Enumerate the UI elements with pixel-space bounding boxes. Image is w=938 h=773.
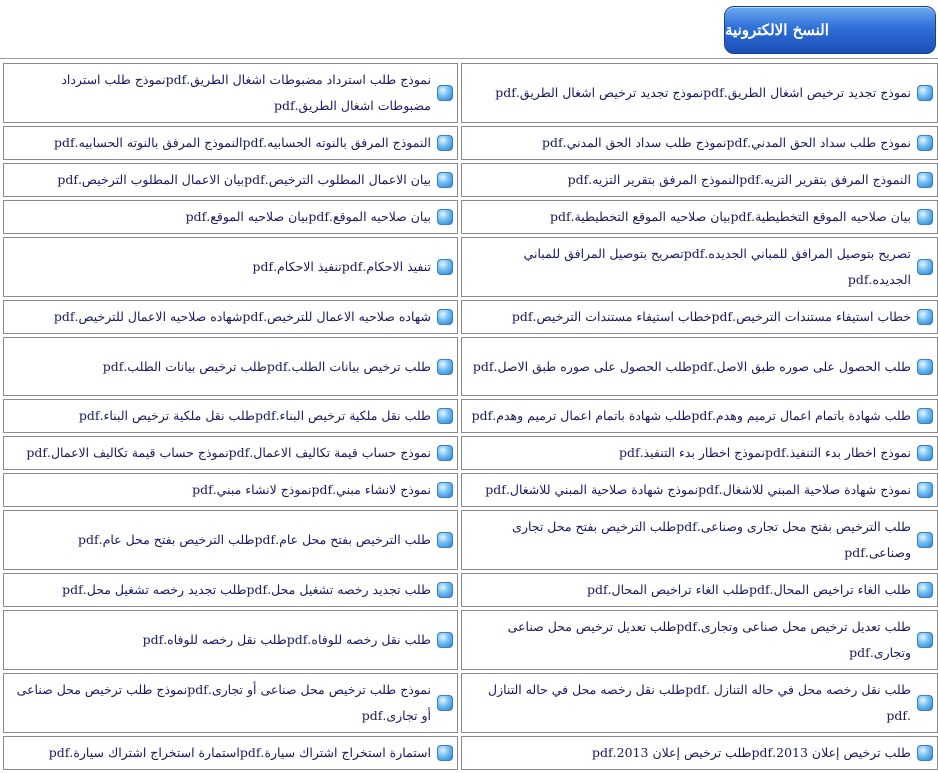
file-cell <box>461 200 938 234</box>
bullet-icon <box>437 135 453 151</box>
table-row <box>3 610 938 670</box>
bullet-icon <box>437 85 453 101</box>
bullet-icon <box>917 135 933 151</box>
file-cell <box>3 399 458 433</box>
pdf-file-link[interactable]: نموذج شهادة صلاحية المبني للاشغال.pdfنموذج شهادة صلاحية المبني للاشغال.pdf <box>485 482 911 497</box>
file-cell <box>3 337 458 396</box>
section-title-tab <box>724 6 936 54</box>
table-row <box>3 63 938 123</box>
bullet-icon <box>917 209 933 225</box>
table-row <box>3 473 938 507</box>
pdf-file-link[interactable]: طلب ترخيص بيانات الطلب.pdfطلب ترخيص بيانات الطلب.pdf <box>102 358 431 374</box>
bullet-icon <box>917 632 933 648</box>
table-row <box>3 200 938 234</box>
pdf-file-link[interactable]: نموذج تجديد ترخيص اشغال الطريق.pdfنموذج تجديد ترخيص اشغال الطريق.pdf <box>495 85 911 100</box>
pdf-file-link[interactable]: طلب تعديل ترخيص محل صناعى وتجارى.pdfطلب تعديل ترخيص محل صناعى وتجارى.pdf <box>507 619 911 660</box>
table-row <box>3 573 938 607</box>
file-cell <box>3 736 458 770</box>
bullet-icon <box>437 359 453 375</box>
pdf-file-link[interactable]: طلب نقل رخصه محل في حاله التنازل .pdfطلب نقل رخصه محل في حاله التنازل .pdf <box>488 682 911 723</box>
table-row <box>3 126 938 160</box>
pdf-file-link[interactable]: بيان صلاحيه الموقع التخطيطية.pdfبيان صلاحيه الموقع التخطيطية.pdf <box>549 209 911 224</box>
pdf-file-link[interactable]: تنفيذ الاحكام.pdfتنفيذ الاحكام.pdf <box>252 259 431 274</box>
bullet-icon <box>437 695 453 711</box>
pdf-file-link[interactable]: بيان صلاحيه الموقع.pdfبيان صلاحيه الموقع.pdf <box>185 209 431 224</box>
pdf-file-link[interactable]: نموذج اخطار بدء التنفيذ.pdfنموذج اخطار بدء التنفيذ.pdf <box>618 445 911 460</box>
bullet-icon <box>437 745 453 761</box>
file-cell <box>3 200 458 234</box>
file-cell <box>3 436 458 470</box>
file-cell <box>461 673 938 733</box>
bullet-icon <box>917 359 933 375</box>
bullet-icon <box>917 745 933 761</box>
pdf-file-link[interactable]: طلب الحصول على صوره طبق الاصل.pdfطلب الحصول على صوره طبق الاصل.pdf <box>472 358 911 374</box>
table-row <box>3 300 938 334</box>
file-cell <box>461 510 938 570</box>
pdf-file-link[interactable]: نموذج طلب سداد الحق المدني.pdfنموذج طلب سداد الحق المدني.pdf <box>542 135 911 150</box>
table-row <box>3 510 938 570</box>
bullet-icon <box>917 695 933 711</box>
file-cell <box>461 337 938 396</box>
file-cell <box>461 399 938 433</box>
table-row <box>3 399 938 433</box>
table-row <box>3 337 938 396</box>
pdf-file-link[interactable]: طلب نقل رخصه للوفاه.pdfطلب نقل رخصه للوفاه.pdf <box>142 632 431 647</box>
file-cell <box>461 473 938 507</box>
pdf-file-link[interactable]: نموذج طلب استرداد مضبوطات اشغال الطريق.pdfنموذج طلب استرداد مضبوطات اشغال الطريق.pdf <box>61 72 431 113</box>
pdf-file-link[interactable]: طلب الترخيص بفتح محل عام.pdfطلب الترخيص بفتح محل عام.pdf <box>77 532 431 547</box>
divider <box>0 58 938 59</box>
bullet-icon <box>917 482 933 498</box>
file-cell <box>3 573 458 607</box>
bullet-icon <box>917 309 933 325</box>
file-cell <box>3 300 458 334</box>
bullet-icon <box>917 172 933 188</box>
table-row <box>3 436 938 470</box>
bullet-icon <box>437 172 453 188</box>
file-cell <box>3 63 458 123</box>
file-cell <box>461 573 938 607</box>
file-cell <box>3 237 458 297</box>
pdf-file-link[interactable]: خطاب استيفاء مستندات الترخيص.pdfخطاب استيفاء مستندات الترخيص.pdf <box>511 309 911 324</box>
pdf-file-link[interactable]: تصريح بتوصيل المرافق للمباني الجديده.pdfتصريح بتوصيل المرافق للمباني الجديده.pdf <box>523 246 911 287</box>
table-row <box>3 736 938 770</box>
bullet-icon <box>437 445 453 461</box>
pdf-file-link[interactable]: نموذج لانشاء مبني.pdfنموذج لانشاء مبني.pdf <box>192 482 431 497</box>
pdf-file-link[interactable]: النموذج المرفق بتقرير التزيه.pdfالنموذج المرفق بتقرير التزيه.pdf <box>567 172 911 187</box>
bullet-icon <box>437 309 453 325</box>
pdf-file-link[interactable]: النموذج المرفق بالنوته الحسابيه.pdfالنموذج المرفق بالنوته الحسابيه.pdf <box>54 135 431 150</box>
file-cell <box>3 673 458 733</box>
pdf-file-link[interactable]: طلب الترخيص بفتح محل تجارى وصناعى.pdfطلب الترخيص بفتح محل تجارى وصناعى.pdf <box>512 519 911 560</box>
bullet-icon <box>437 408 453 424</box>
bullet-icon <box>437 632 453 648</box>
bullet-icon <box>437 532 453 548</box>
pdf-file-link[interactable]: استمارة استخراج اشتراك سيارة.pdfاستمارة استخراج اشتراك سيارة.pdf <box>48 745 431 760</box>
table-row <box>3 237 938 297</box>
bullet-icon <box>917 408 933 424</box>
file-cell <box>461 63 938 123</box>
file-cell <box>461 126 938 160</box>
file-cell <box>3 163 458 197</box>
bullet-icon <box>917 582 933 598</box>
pdf-file-link[interactable]: نموذج طلب ترخيص محل صناعى أو تجارى.pdfنموذج طلب ترخيص محل صناعى أو تجارى.pdf <box>16 682 431 723</box>
bullet-icon <box>437 259 453 275</box>
pdf-file-link[interactable]: نموذج حساب قيمة تكاليف الاعمال.pdfنموذج حساب قيمة تكاليف الاعمال.pdf <box>26 445 431 460</box>
pdf-file-link[interactable]: بيان الاعمال المطلوب الترخيص.pdfبيان الاعمال المطلوب الترخيص.pdf <box>57 172 431 187</box>
pdf-file-link[interactable]: طلب ترخيص إعلان 2013.pdfطلب ترخيص إعلان 2013.pdf <box>592 745 911 760</box>
table-row <box>3 163 938 197</box>
file-cell <box>3 126 458 160</box>
bullet-icon <box>437 482 453 498</box>
bullet-icon <box>917 532 933 548</box>
pdf-file-link[interactable]: طلب نقل ملكية ترخيص البناء.pdfطلب نقل ملكية ترخيص البناء.pdf <box>78 408 431 423</box>
file-cell <box>461 736 938 770</box>
file-cell <box>461 610 938 670</box>
file-cell <box>3 510 458 570</box>
bullet-icon <box>437 209 453 225</box>
file-cell <box>461 436 938 470</box>
table-row <box>3 673 938 733</box>
file-cell <box>461 300 938 334</box>
file-cell <box>461 237 938 297</box>
pdf-file-link[interactable]: شهاده صلاحيه الاعمال للترخيص.pdfشهاده صلاحيه الاعمال للترخيص.pdf <box>53 309 431 324</box>
files-table <box>0 60 938 773</box>
bullet-icon <box>917 85 933 101</box>
file-cell <box>3 610 458 670</box>
bullet-icon <box>437 582 453 598</box>
pdf-file-link[interactable]: طلب شهادة باتمام اعمال ترميم وهدم.pdfطلب شهادة باتمام اعمال ترميم وهدم.pdf <box>471 408 911 423</box>
bullet-icon <box>917 259 933 275</box>
file-cell <box>461 163 938 197</box>
file-cell <box>3 473 458 507</box>
section-title: النسخ الالكترونية <box>725 21 829 39</box>
pdf-file-link[interactable]: طلب الغاء تراخيص المحال.pdfطلب الغاء تراخيص المحال.pdf <box>586 582 911 597</box>
pdf-file-link[interactable]: طلب تجديد رخصه تشغيل محل.pdfطلب تجديد رخصه تشغيل محل.pdf <box>62 582 431 597</box>
bullet-icon <box>917 445 933 461</box>
